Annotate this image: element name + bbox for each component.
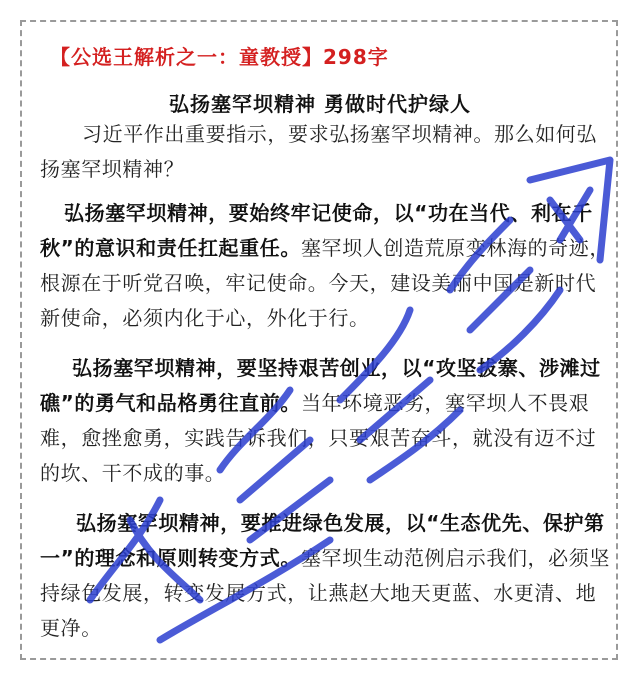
paragraph-hardwork-text: 当年环境恶劣，塞罕坝人不畏艰难，愈挫愈勇，实践告诉我们，只要艰苦奋斗，就没有迈不过的坎、干不成的事。: [40, 391, 597, 485]
paragraph-green: [40, 506, 610, 646]
paragraph-green-text: 塞罕坝生动范例启示我们，必须坚持绿色发展，转变发展方式，让燕赵大地天更蓝、水更清、地更净。: [40, 546, 610, 640]
paragraph-hardwork: [40, 351, 610, 491]
header-bracket-title: 【公选王解析之一：童教授】298字: [50, 45, 389, 69]
paragraph-hardwork-lead: 弘扬塞罕坝精神，要坚持艰苦创业，以“攻坚拔寨、涉滩过礁”的勇气和品格勇往直前。: [40, 356, 601, 415]
article-title: 弘扬塞罕坝精神 勇做时代护绿人: [169, 92, 471, 116]
paragraph-mission: [40, 196, 610, 336]
paragraph-intro: [40, 117, 610, 187]
paragraph-mission-lead: 弘扬塞罕坝精神，要始终牢记使命，以“功在当代、利在千秋”的意识和责任扛起重任。: [40, 201, 593, 260]
paragraph-green-lead: 弘扬塞罕坝精神，要推进绿色发展，以“生态优先、保护第一”的理念和原则转变方式。: [40, 511, 605, 570]
paragraph-mission-text: 塞罕坝人创造荒原变林海的奇迹，根源在于听党召唤，牢记使命。今天，建设美丽中国是新时代新使命，必须内化于心，外化于行。: [40, 236, 610, 330]
paragraph-intro-text: 习近平作出重要指示，要求弘扬塞罕坝精神。那么如何弘扬塞罕坝精神？: [40, 122, 597, 181]
